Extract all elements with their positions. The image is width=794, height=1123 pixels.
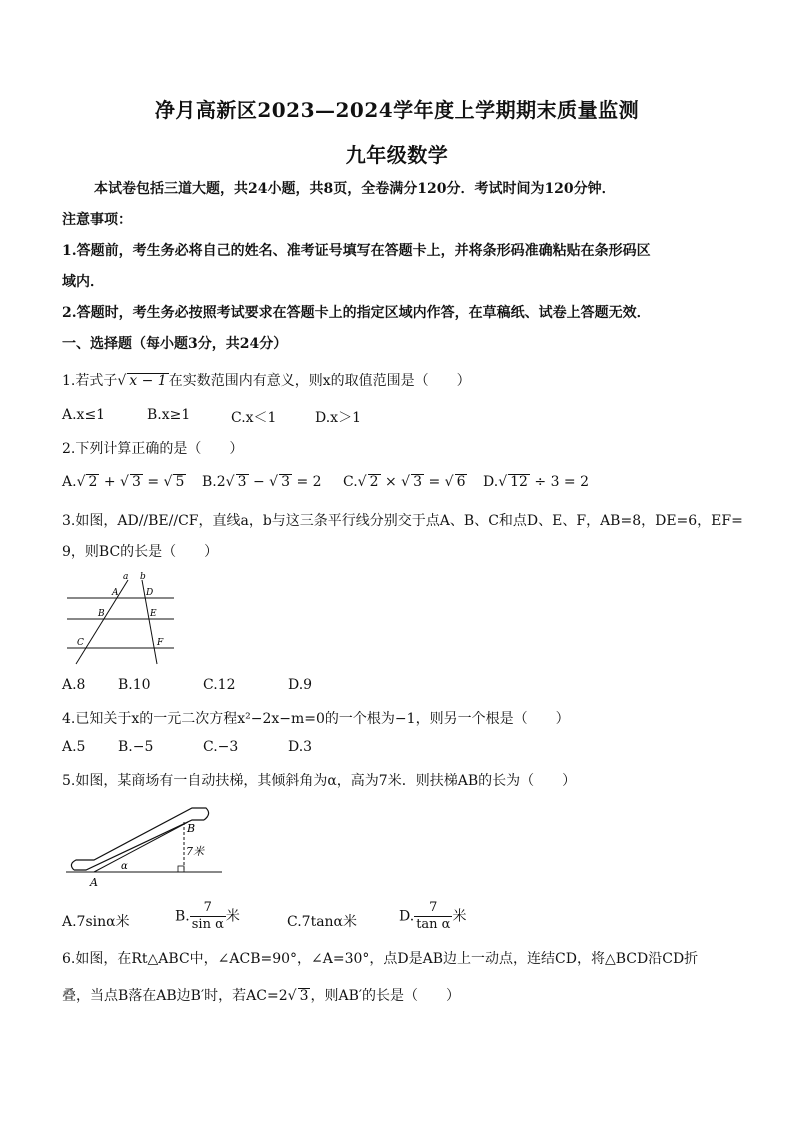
q2b-minus: − — [248, 474, 270, 490]
q5-label-alpha: α — [121, 861, 128, 872]
q4-option-b[interactable]: B.−5 — [118, 739, 154, 755]
q4-option-d[interactable]: D.3 — [288, 739, 313, 755]
question-4-stem: 4.已知关于x的一元二次方程x²−2x−m=0的一个根为−1，则另一个根是（ ） — [62, 711, 570, 727]
q4-option-a[interactable]: A.5 — [62, 739, 86, 755]
q2b-label: B. — [202, 474, 217, 490]
q3-label-a: a — [123, 572, 129, 582]
note-item-1-cont: 域内． — [62, 274, 104, 290]
question-3-stem-line-1: 3.如图，AD//BE//CF，直线a，b与这三条平行线分别交于点A、B、C和点D、E、F，AB=8，DE=6，EF= — [62, 513, 743, 529]
q6-radicand: 3 — [299, 988, 309, 1004]
q3-label-b: b — [140, 572, 146, 582]
q5-label-height: 7米 — [186, 845, 204, 858]
q5-option-d[interactable] — [399, 900, 466, 933]
q5-option-b[interactable] — [175, 900, 240, 933]
q3-option-a[interactable]: A.8 — [62, 677, 86, 693]
q6-stem-post: ，则AB′的长是（ ） — [310, 988, 461, 1004]
question-6-stem-line-2: 叠，当点B落在AB边B′时，若AC=2√ 3 ，则AB′的长是（ ） — [62, 988, 461, 1004]
q3-label-E: E — [150, 609, 157, 619]
q2a-label: A. — [62, 474, 77, 490]
q2a-radicand-2: 3 — [131, 474, 141, 490]
q5-label-A: A — [90, 876, 98, 888]
q2b-coefficient: 2 — [216, 474, 226, 490]
q2c-times: × — [380, 474, 402, 490]
q5d-fraction — [414, 900, 452, 933]
q1-stem-post: 在实数范围内有意义，则x的取值范围是（ ） — [168, 373, 471, 389]
q2c-radicand-3: 6 — [456, 474, 466, 490]
q3-option-d[interactable]: D.9 — [288, 677, 313, 693]
q3-parallel-lines-figure — [62, 568, 187, 668]
q5b-label: B. — [175, 908, 190, 925]
q5d-label: D. — [399, 908, 415, 925]
q5b-numerator: 7 — [190, 900, 226, 917]
q1-option-b[interactable]: B.x≥1 — [147, 407, 191, 423]
q2a-radicand-1: 2 — [88, 474, 98, 490]
q3-label-F: F — [157, 638, 164, 648]
question-6-stem-line-1: 6.如图，在Rt△ABC中，∠ACB=90°，∠A=30°，点D是AB边上一动点，连结CD，将△BCD沿CD折 — [62, 951, 699, 967]
notes-heading: 注意事项： — [62, 212, 132, 228]
q2a-radicand-3: 5 — [175, 474, 185, 490]
note-item-1: 1.答题前，考生务必将自己的姓名、准考证号填写在答题卡上，并将条形码准确粘贴在条形码区 — [62, 243, 651, 259]
q2a-plus: + — [99, 474, 121, 490]
q4-option-c[interactable]: C.−3 — [203, 739, 239, 755]
q5b-fraction — [190, 900, 226, 933]
q2b-radicand-2: 3 — [281, 474, 290, 490]
q3-label-A: A — [112, 588, 119, 598]
q2b-result: = 2 — [292, 474, 322, 490]
q1-option-a[interactable]: A.x≤1 — [62, 407, 106, 423]
q5b-unit: 米 — [225, 908, 240, 925]
q5d-denominator: tan α — [416, 917, 451, 932]
q1-option-d[interactable]: D.x＞1 — [315, 410, 361, 426]
q1-stem-pre: 1.若式子 — [62, 373, 118, 389]
q3-option-b[interactable]: B.10 — [118, 677, 151, 693]
q5-escalator-handrail — [71, 808, 208, 870]
q2d-result: ÷ 3 = 2 — [529, 474, 590, 490]
q6-stem-pre: 叠，当点B落在AB边B′时，若AC= — [62, 988, 279, 1004]
q2c-radicand-1: 2 — [369, 474, 379, 490]
exam-title: 净月高新区2023—2024学年度上学期期末质量监测 — [154, 98, 640, 122]
question-3-stem-line-2: 9，则BC的长是（ ） — [62, 544, 219, 560]
q1-radicand: x − 1 — [129, 373, 167, 389]
q2d-radicand: 12 — [510, 474, 528, 490]
section-1-heading: 一、选择题（每小题3分，共24分） — [62, 336, 288, 352]
q2a-equals: = — [142, 474, 164, 490]
q1-option-c[interactable]: C.x＜1 — [231, 410, 277, 426]
q5-escalator-figure — [64, 800, 224, 888]
q5d-unit: 米 — [452, 908, 467, 925]
q2b-radicand-1: 3 — [237, 474, 247, 490]
question-2-stem: 2.下列计算正确的是（ ） — [62, 441, 244, 457]
q5-option-a[interactable]: A.7sinα米 — [62, 914, 130, 930]
q6-coefficient: 2 — [278, 988, 288, 1004]
q5d-numerator: 7 — [414, 900, 452, 917]
intro-text: 本试卷包括三道大题，共24小题，共8页，全卷满分120分．考试时间为120分钟． — [94, 181, 616, 197]
q2-option-a[interactable]: A.√ 2 + √ 3 = √ 5 — [62, 474, 185, 490]
q5-label-B: B — [187, 822, 196, 835]
q5-escalator-slope-ab — [94, 822, 188, 872]
q3-option-c[interactable]: C.12 — [203, 677, 236, 693]
note-item-2: 2.答题时，考生务必按照考试要求在答题卡上的指定区域内作答，在草稿纸、试卷上答题无效． — [62, 305, 651, 321]
q2-option-c[interactable]: C.√ 2 × √ 3 = √ 6 — [343, 474, 466, 490]
q3-label-B: B — [98, 609, 105, 619]
exam-subtitle: 九年级数学 — [345, 143, 449, 167]
question-1-stem: 1.若式子√ x − 1 在实数范围内有意义，则x的取值范围是（ ） — [62, 373, 471, 389]
q2c-radicand-2: 3 — [413, 474, 422, 490]
question-5-stem: 5.如图，某商场有一自动扶梯，其倾斜角为α，高为7米．则扶梯AB的长为（ ） — [62, 773, 577, 789]
q2c-label: C. — [343, 474, 358, 490]
q3-label-D: D — [146, 588, 154, 598]
q5-right-angle-mark — [178, 866, 184, 872]
q5-option-c[interactable]: C.7tanα米 — [287, 914, 358, 930]
q2-option-d[interactable]: D.√ 12 ÷ 3 = 2 — [483, 474, 590, 490]
q5b-denominator: sin α — [191, 917, 224, 932]
q2-option-b[interactable]: B.2√ 3 − √ 3 = 2 — [202, 474, 322, 490]
q3-label-C: C — [77, 638, 84, 648]
q2d-label: D. — [483, 474, 499, 490]
q2c-equals: = — [424, 474, 445, 490]
q3-line-a — [76, 580, 128, 664]
